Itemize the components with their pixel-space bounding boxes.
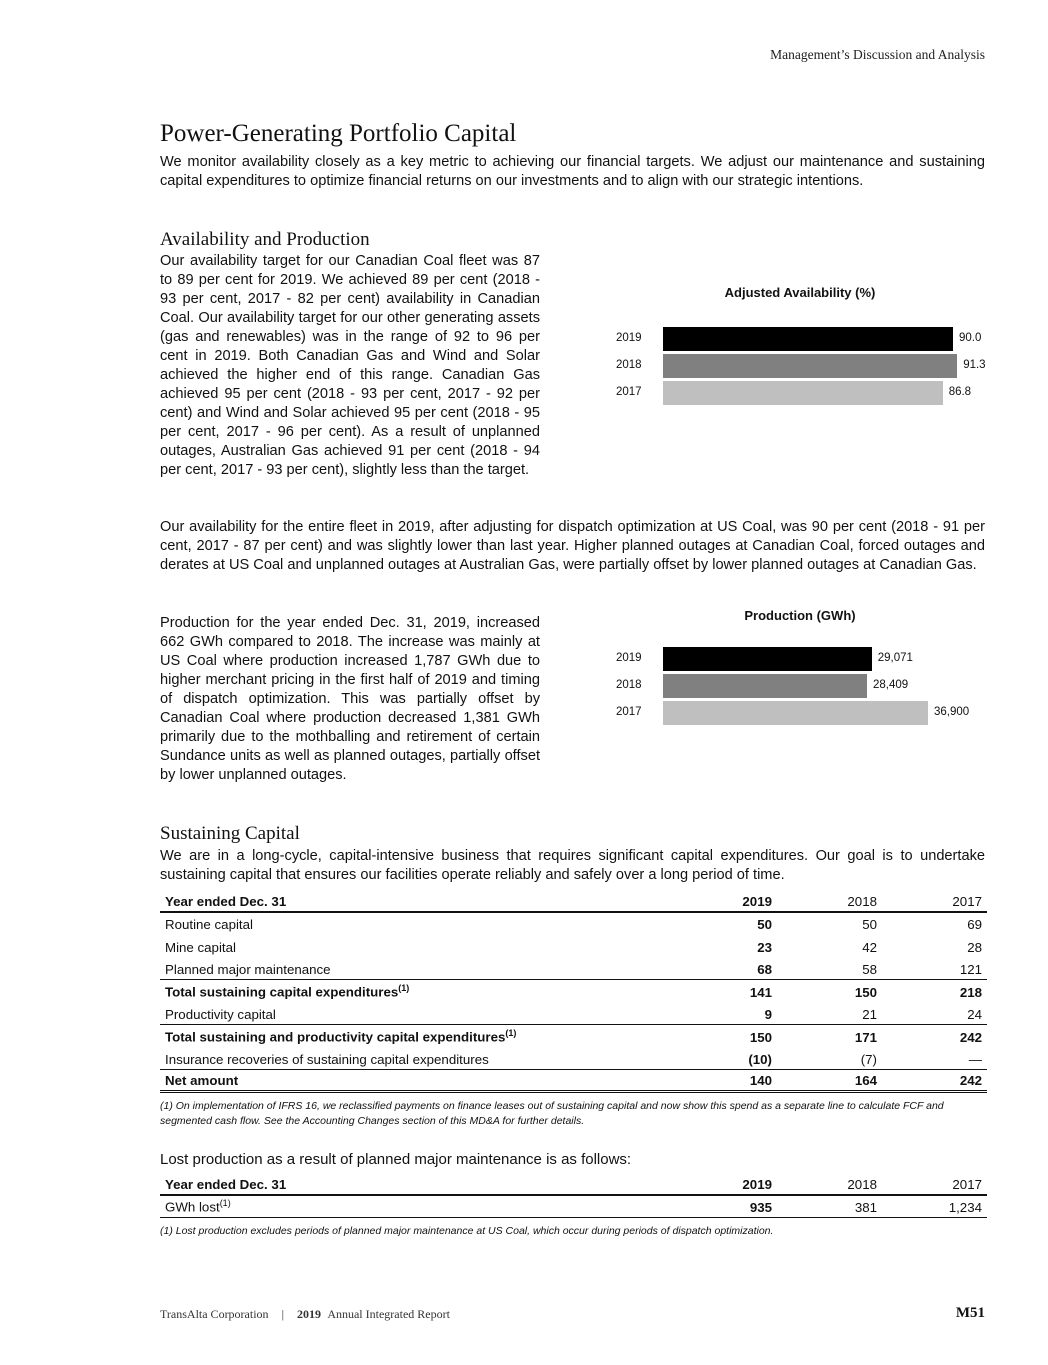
table-cell bbox=[882, 1024, 987, 1047]
table-cell bbox=[882, 912, 987, 935]
availability-heading: Availability and Production bbox=[160, 229, 370, 250]
sustaining-heading: Sustaining Capital bbox=[160, 823, 300, 844]
cell-text: 141 bbox=[749, 984, 772, 1000]
table-cell bbox=[667, 934, 777, 957]
sustaining-paragraph: We are in a long-cycle, capital-intensive business that requires significant capital expenditures. Our goal is to undertake sustaining capital that ensures our facilities operate reliably and safely over a long period of time. bbox=[160, 848, 985, 883]
cell-text: 242 bbox=[959, 1073, 982, 1088]
bar bbox=[663, 647, 872, 671]
availability-paragraph: Our availability target for our Canadian Coal fleet was 87 to 89 per cent for 2019. We achieved 89 per cent (2018 - 93 per cent, 2017 - 82 per cent) availability in Canadian Coal. Our availability target for our other generating assets (gas and renewables) was in the range of 92 to 96 per cent in 2019. Both Canadian Gas and Wind and Solar achieved the higher end of this range. Canadian Gas achieved 95 per cent (2018 - 93 per cent, 2017 - 92 per cent) and Wind and Solar achieved 95 per cent (2018 - 95 per cent, 2017 - 96 per cent). As a result of unplanned outages, Australian Gas achieved 91 per cent (2018 - 94 per cent, 2017 - 93 per cent), slightly less than the target. bbox=[160, 253, 540, 478]
table-row bbox=[160, 957, 987, 980]
data-label: 90.0 bbox=[959, 332, 982, 344]
cell-text: 21 bbox=[862, 1006, 877, 1022]
table-cell bbox=[882, 1195, 987, 1218]
table-cell bbox=[882, 934, 987, 957]
footer-year: 2019 bbox=[296, 1307, 321, 1321]
cell-text: 218 bbox=[959, 984, 982, 1000]
bar bbox=[663, 674, 867, 698]
cell-text: 121 bbox=[959, 961, 982, 977]
data-label: 91.3 bbox=[963, 359, 986, 371]
cell-text: 2017 bbox=[952, 1176, 982, 1192]
table-row bbox=[160, 934, 987, 957]
table-cell bbox=[667, 912, 777, 935]
cell-text: 150 bbox=[854, 984, 877, 1000]
footnote-ref: (1) bbox=[505, 1028, 517, 1039]
data-label: 29,071 bbox=[877, 652, 913, 664]
table-cell bbox=[777, 1069, 882, 1092]
table-row bbox=[160, 979, 987, 1002]
table-cell bbox=[667, 1069, 777, 1092]
chart-row bbox=[600, 354, 1000, 378]
cell-text: 150 bbox=[749, 1029, 772, 1045]
cell-text: 23 bbox=[757, 939, 772, 955]
table-cell bbox=[882, 1172, 987, 1195]
table-cell bbox=[882, 979, 987, 1002]
table-cell bbox=[777, 1172, 882, 1195]
table-cell bbox=[667, 957, 777, 980]
cell-text: 58 bbox=[862, 961, 877, 977]
table-cell bbox=[667, 979, 777, 1002]
cell-text: Routine capital bbox=[165, 917, 253, 932]
table-cell bbox=[160, 957, 667, 980]
category-label: 2017 bbox=[616, 706, 642, 718]
cell-text: 140 bbox=[749, 1073, 772, 1088]
footer bbox=[160, 1307, 450, 1322]
table-cell bbox=[882, 957, 987, 980]
table-cell bbox=[882, 889, 987, 912]
cell-text: 2018 bbox=[847, 893, 877, 909]
bar bbox=[663, 354, 957, 378]
table-cell bbox=[160, 1047, 667, 1070]
page-title: Power-Generating Portfolio Capital bbox=[160, 120, 517, 147]
bar bbox=[663, 701, 928, 725]
footer-separator: | bbox=[281, 1307, 284, 1321]
table-cell bbox=[160, 1195, 667, 1218]
cell-text: Net amount bbox=[165, 1073, 239, 1088]
chart-row bbox=[600, 647, 1000, 671]
lost-production-footnote: (1) Lost production excludes periods of planned major maintenance at US Coal, which occur during periods of dispatch optimization. bbox=[160, 1225, 774, 1237]
cell-text: Mine capital bbox=[165, 939, 236, 955]
table-cell bbox=[160, 1172, 667, 1195]
footnote-ref: (1) bbox=[219, 1198, 231, 1209]
cell-text: 381 bbox=[854, 1199, 877, 1215]
table-cell bbox=[777, 957, 882, 980]
production-paragraph: Production for the year ended Dec. 31, 2019, increased 662 GWh compared to 2018. The increase was mainly at US Coal where production increased 1,787 GWh due to higher merchant pricing in the first half of 2019 and timing of dispatch optimization. This was partially offset by Canadian Coal where production decreased 1,381 GWh primarily due to the mothballing and retirement of certain Sundance units as well as planned outages, partially offset by lower unplanned outages. bbox=[160, 615, 540, 783]
footer-company: TransAlta Corporation bbox=[160, 1307, 269, 1321]
cell-text: Total sustaining capital expenditures bbox=[165, 984, 399, 1000]
category-label: 2018 bbox=[616, 359, 642, 371]
table-cell bbox=[777, 1195, 882, 1218]
table-cell bbox=[882, 1047, 987, 1070]
sustaining-footnote: (1) On implementation of IFRS 16, we reclassified payments on finance leases out of sustaining capital and now show this spend as a separate line to calculate FCF and segmented cash flow. See the Accounting Changes section of this MD&A for further details. bbox=[160, 1100, 944, 1127]
table-cell bbox=[160, 889, 667, 912]
cell-text: 50 bbox=[862, 917, 877, 932]
running-header: Management’s Discussion and Analysis bbox=[770, 47, 985, 62]
chart-row bbox=[600, 327, 1000, 351]
table-cell bbox=[777, 934, 882, 957]
chart-row bbox=[600, 674, 1000, 698]
cell-text: 28 bbox=[967, 939, 982, 955]
cell-text: Total sustaining and productivity capital expenditures bbox=[165, 1029, 506, 1045]
cell-text: 935 bbox=[749, 1199, 772, 1215]
chart-row bbox=[600, 701, 1000, 725]
table-cell bbox=[160, 1024, 667, 1047]
table-row bbox=[160, 1002, 987, 1025]
chart-title: Adjusted Availability (%) bbox=[724, 285, 876, 300]
table-row bbox=[160, 1069, 987, 1092]
table-cell bbox=[667, 1002, 777, 1025]
table-cell bbox=[667, 1172, 777, 1195]
table-cell bbox=[882, 1002, 987, 1025]
table-row bbox=[160, 1195, 987, 1218]
cell-text: 9 bbox=[764, 1006, 772, 1022]
lost-production-table bbox=[160, 1172, 987, 1218]
cell-text: 2018 bbox=[847, 1176, 877, 1192]
cell-text: 2017 bbox=[952, 893, 982, 909]
table-cell bbox=[882, 1069, 987, 1092]
footnote-ref: (1) bbox=[398, 983, 410, 994]
cell-text: 2019 bbox=[742, 1176, 772, 1192]
cell-text: (7) bbox=[860, 1051, 877, 1067]
cell-text: 242 bbox=[959, 1029, 982, 1045]
cell-text: 164 bbox=[854, 1073, 877, 1088]
sustaining-capital-table bbox=[160, 889, 987, 1093]
chart-row bbox=[600, 381, 1000, 405]
table-cell bbox=[777, 1024, 882, 1047]
data-label: 36,900 bbox=[934, 706, 970, 718]
table-cell bbox=[667, 1195, 777, 1218]
cell-text: Year ended Dec. 31 bbox=[165, 1176, 287, 1192]
page-number: M51 bbox=[955, 1305, 985, 1321]
table-cell bbox=[160, 1069, 667, 1092]
table-cell bbox=[777, 1047, 882, 1070]
table-cell bbox=[777, 979, 882, 1002]
lost-production-intro: Lost production as a result of planned major maintenance is as follows: bbox=[160, 1151, 632, 1168]
table-row bbox=[160, 1172, 987, 1195]
table-cell bbox=[160, 979, 667, 1002]
table-cell bbox=[160, 934, 667, 957]
table-cell bbox=[777, 912, 882, 935]
cell-text: (10) bbox=[748, 1051, 772, 1067]
table-cell bbox=[777, 889, 882, 912]
category-label: 2019 bbox=[616, 332, 642, 344]
production-chart bbox=[600, 608, 1000, 728]
table-cell bbox=[160, 912, 667, 935]
table-row bbox=[160, 912, 987, 935]
cell-text: 1,234 bbox=[948, 1199, 982, 1215]
table-row bbox=[160, 889, 987, 912]
cell-text: 69 bbox=[967, 917, 982, 932]
cell-text: 2019 bbox=[742, 893, 772, 909]
cell-text: Insurance recoveries of sustaining capital expenditures bbox=[165, 1051, 489, 1067]
bar bbox=[663, 327, 953, 351]
table-row bbox=[160, 1024, 987, 1047]
intro-paragraph: We monitor availability closely as a key metric to achieving our financial targets. We adjust our maintenance and sustaining capital expenditures to optimize financial returns on our investments and to align with our strategic intentions. bbox=[160, 154, 985, 189]
table-cell bbox=[777, 1002, 882, 1025]
table-cell bbox=[667, 1024, 777, 1047]
category-label: 2018 bbox=[616, 679, 642, 691]
data-label: 86.8 bbox=[948, 386, 972, 398]
availability-chart bbox=[600, 285, 1000, 408]
category-label: 2019 bbox=[616, 652, 642, 664]
cell-text: Year ended Dec. 31 bbox=[165, 893, 287, 909]
cell-text: 24 bbox=[967, 1006, 982, 1022]
cell-text: Productivity capital bbox=[165, 1006, 276, 1022]
cell-text: Planned major maintenance bbox=[165, 961, 331, 977]
fleet-availability-paragraph: Our availability for the entire fleet in 2019, after adjusting for dispatch optimization at US Coal, was 90 per cent (2018 - 91 per cent, 2017 - 87 per cent) and was slightly lower than last year. Higher planned outages at Canadian Coal, forced outages and derates at US Coal and unplanned outages at Australian Gas, were partially offset by lower planned outages at Canadian Gas. bbox=[160, 519, 985, 573]
table-cell bbox=[667, 889, 777, 912]
cell-text: 68 bbox=[757, 961, 772, 977]
cell-text: 171 bbox=[854, 1029, 877, 1045]
table-row bbox=[160, 1047, 987, 1070]
data-label: 28,409 bbox=[873, 679, 909, 691]
category-label: 2017 bbox=[616, 386, 642, 398]
table-cell bbox=[667, 1047, 777, 1070]
cell-text: GWh lost bbox=[165, 1199, 220, 1215]
bar bbox=[663, 381, 943, 405]
cell-text: 50 bbox=[757, 917, 772, 932]
chart-title: Production (GWh) bbox=[744, 608, 856, 623]
footer-report: Annual Integrated Report bbox=[327, 1307, 450, 1321]
table-cell bbox=[160, 1002, 667, 1025]
cell-text: 42 bbox=[862, 939, 877, 955]
cell-text: — bbox=[968, 1051, 982, 1067]
